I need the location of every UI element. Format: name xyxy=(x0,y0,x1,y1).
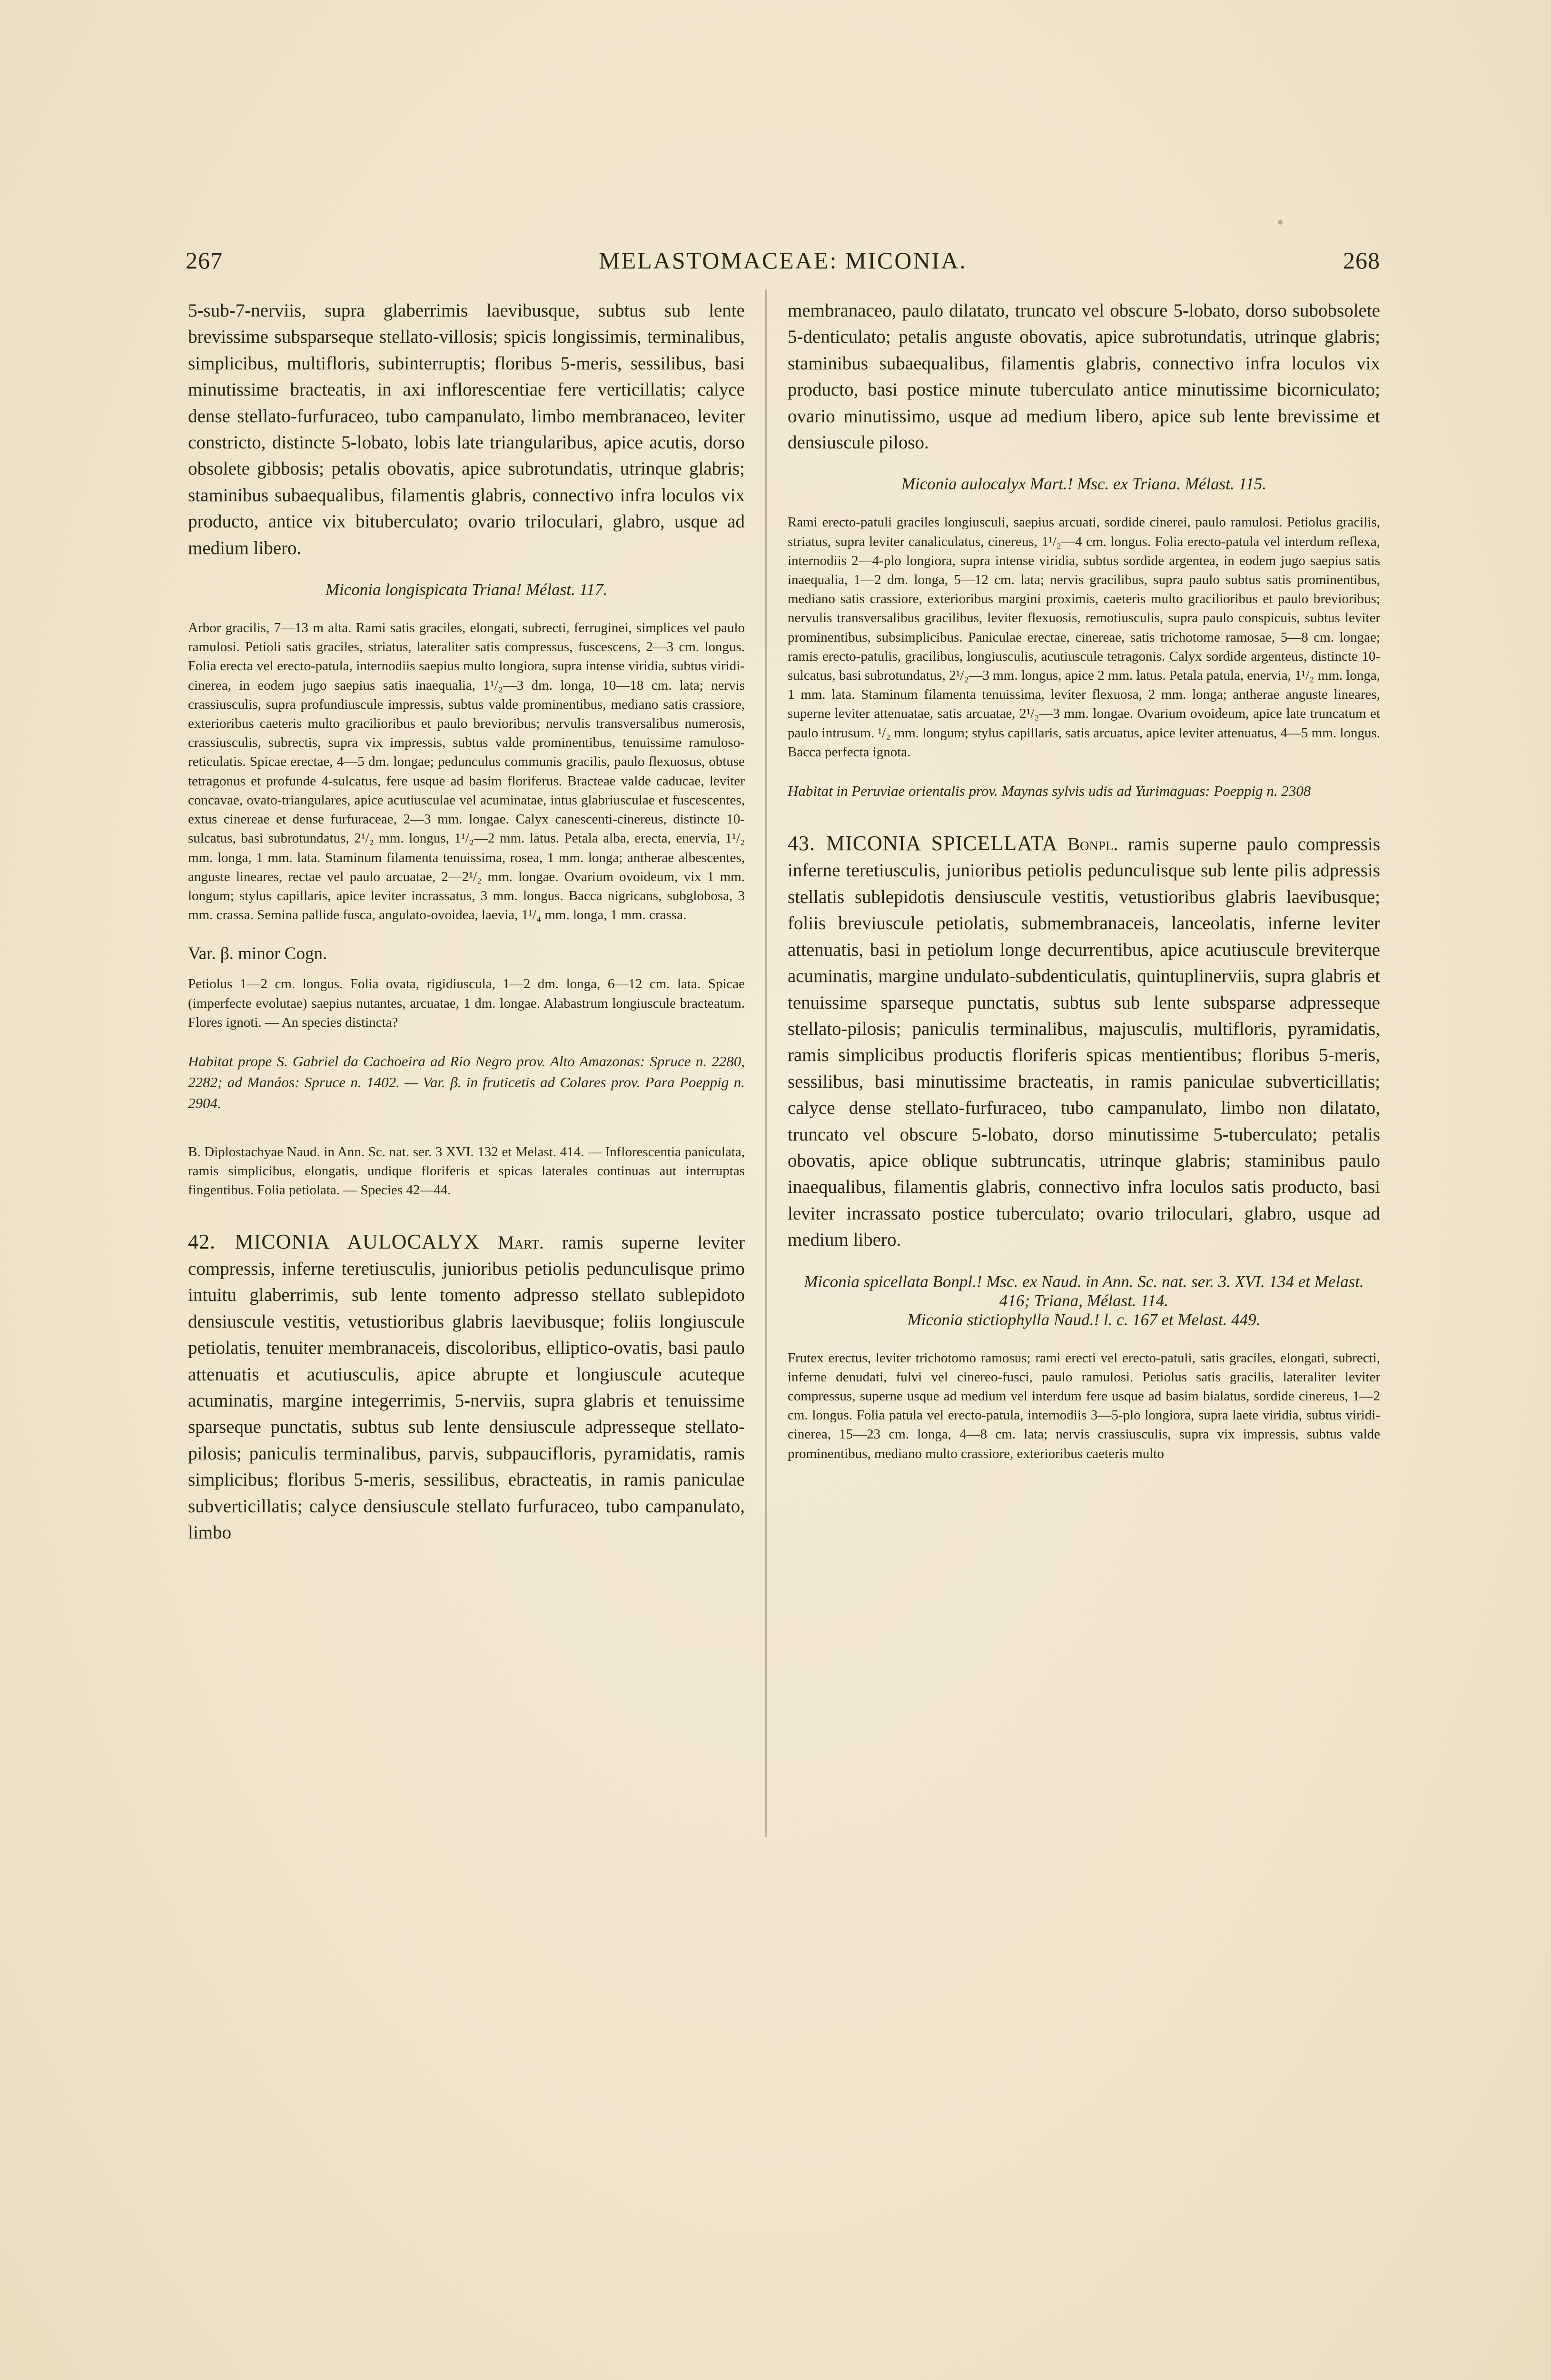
citation: Miconia spicellata Bonpl.! Msc. ex Naud. in Ann. Sc. nat. ser. 3. XVI. 134 et Melast. 416; Triana, Mélast. 114. xyxy=(804,1272,1364,1310)
variety-heading: Var. β. minor Cogn. xyxy=(188,944,327,964)
section-note: B. Diplostachyae Naud. in Ann. Sc. nat. ser. 3 XVI. 132 et Melast. 414. — Inflorescentia paniculata, ramis simplicibus, elongatis, undique floriferis et spicas laterales continuas aut interruptas fingentibus. Folia petiolata. — Species 42—44. xyxy=(188,1144,745,1198)
species-heading: 43. MICONIA SPICELLATA xyxy=(788,832,1058,855)
species-heading: 42. MICONIA AULOCALYX xyxy=(188,1230,480,1253)
page-number-right: 268 xyxy=(1343,247,1380,274)
left-column xyxy=(188,298,745,1546)
running-header xyxy=(186,247,1380,280)
species-43 xyxy=(788,830,1380,1253)
speck xyxy=(1278,220,1283,225)
synonym-citation: Miconia stictiophylla Naud.! l. c. 167 et Melast. 449. xyxy=(907,1310,1261,1329)
detailed-description: Frutex erectus, leviter trichotomo ramosus; rami erecti vel erecto-patuli, satis graciles, elongati, subrecti, inferne denudati, fulvi vel cinereo-fusci, paulo ramulosi. Petiolus satis gracilis, lateraliter leviter compressus, superne usque ad medium vel interdum fere usque ad basim bialatus, sordide cinereus, 1—2 cm. longus. Folia patula vel erecto-patula, internodiis 3—5-plo longiora, supra laete viridia, subtus viridi-cinerea, 15—23 cm. longa, 4—8 cm. lata; nervis crassiusculis, supra vix impressis, subtus valde prominentibus, mediano multo crassiore, exterioribus caeteris multo xyxy=(788,1350,1380,1461)
citation: Miconia aulocalyx Mart.! Msc. ex Triana. Mélast. 115. xyxy=(901,475,1267,494)
species-author: Bonpl. xyxy=(1067,834,1118,855)
running-title: MELASTOMACEAE: MICONIA. xyxy=(599,247,967,274)
page-number-left: 267 xyxy=(186,247,223,274)
detailed-description: Rami erecto-patuli graciles longiusculi, saepius arcuati, sordide cinerei, paulo ramulosi. Petiolus gracilis, striatus, supra leviter canaliculatus, cinereus, 1¹/₂—4 cm. longus. Folia erecto-patula vel interdum reflexa, internodiis 2—4-plo longiora, supra intense viridia, subtus sordide argentea, in eodem jugo saepius satis inaequalia, 1—2 dm. longa, 5—12 cm. lata; nervis gracilibus, supra paulo subtus satis prominentibus, mediano satis crassiore, exterioribus margini proximis, caeteris multo gracilioribus et paulo brevioribus; nervulis transversalibus gracilibus, leviter flexuosis, remotiusculis, supra paulo conspicuis, subtus leviter prominentibus, subsimplicibus. Paniculae erectae, cinereae, satis trichotome ramosae, 5—8 cm. longae; ramis erecto-patulis, gracilibus, longiusculis, acutiuscule tetragonis. Calyx sordide argenteus, distincte 10-sulcatus, basi subrotundatus, 2¹/₂—3 mm. longus, apice 2 mm. latus. Petala patula, enervia, 1¹/₂ mm. longa, 1 mm. lata. Staminum filamenta tenuissima, leviter flexuosa, 2 mm. longa; antherae anguste lineares, superne leviter attenuatae, satis arcuatae, 2¹/₂—3 mm. longae. Ovarium ovoideum, apice late truncatum et paulo intrusum. ¹/₂ mm. longum; stylus capillaris, satis arcuatus, apice leviter attenuatus, 4—5 mm. longus. Bacca perfecta ignota. xyxy=(788,515,1380,760)
detailed-description: Arbor gracilis, 7—13 m alta. Rami satis graciles, elongati, subrecti, ferruginei, simplices vel paulo ramulosi. Petioli satis graciles, striatus, lateraliter satis compressus, fuscescens, 2—3 cm. longus. Folia erecta vel erecto-patula, internodiis saepius multo longiora, supra intense viridia, subtus viridi-cinerea, in eodem jugo saepius satis inaequalia, 1¹/₂—3 dm. longa, 10—18 cm. lata; nervis crassiusculis, supra profundiuscule impressis, subtus valde prominentibus, mediano satis crassiore, exterioribus caeteris multo gracilioribus et paulo brevioribus; nervulis transversalibus numerosis, crassiusculis, subrectis, supra vix impressis, subtus valde prominentibus, tenuissime ramuloso-reticulatis. Spicae erectae, 4—5 dm. longae; pedunculus communis gracilis, paulo flexuosus, obtuse tetragonus et profunde 4-sulcatus, fere usque ad basim floriferus. Bracteae valde caducae, leviter concavae, ovato-triangulares, apice acutiusculae vel acuminatae, intus glabriusculae et fuscescentes, extus cinereae et dense furfuraceae, 2—3 mm. longae. Calyx canescenti-cinereus, distincte 10-sulcatus, basi subrotundatus, 2¹/₂ mm. longus, 1¹/₂—2 mm. latus. Petala alba, erecta, enervia, 1¹/₂ mm. longa, 1 mm. lata. Staminum filamenta tenuissima, rosea, 1 mm. longa; antherae albescentes, anguste lineares, rectae vel paulo arcuatae, 2—2¹/₂ mm. longae. Ovarium ovoideum, vix 1 mm. longum; stylus capillaris, apice leviter incrassatus, 3 mm. longus. Bacca nigricans, subglobosa, 3 mm. crassa. Semina pallide fusca, angulato-ovoidea, laevia, 1¹/₄ mm. longa, 1 mm. crassa. xyxy=(188,620,745,923)
citation: Miconia longispicata Triana! Mélast. 117. xyxy=(325,580,608,599)
species-author: Mart. xyxy=(497,1232,544,1253)
species-42 xyxy=(188,1229,745,1546)
description-continued: membranaceo, paulo dilatato, truncato vel obscure 5-lobato, dorso subobsolete 5-denticulato; petalis anguste obovatis, apice subrotundatis, utrinque glabris; staminibus subaequalibus, filamentis glabris, connectivo infra loculos vix producto, basi postice minute tuberculato antice minutissime bicorniculato; ovario minutissimo, usque ad medium libero, apice sub lente brevissime et densiuscule piloso. xyxy=(788,300,1380,453)
column-divider xyxy=(765,290,767,1837)
right-column xyxy=(788,298,1380,1463)
habitat: Habitat in Peruviae orientalis prov. Maynas sylvis udis ad Yurimaguas: Poeppig n. 2308 xyxy=(788,783,1311,800)
description-continued: 5-sub-7-nerviis, supra glaberrimis laevibusque, subtus sub lente brevissime subsparseque stellato-villosis; spicis longissimis, terminalibus, simplicibus, multifloris, subinterruptis; floribus 5-meris, sessilibus, basi minutissime bracteatis, in axi inflorescentiae fere verticillatis; calyce dense stellato-furfuraceo, tubo campanulato, limbo membranaceo, leviter constricto, distincte 5-lobato, lobis late triangularibus, apice acutis, dorso obsolete gibbosis; petalis obovatis, apice subrotundatis, utrinque glabris; staminibus subaequalibus, filamentis glabris, connectivo infra loculos vix producto, antice vix bituberculato; ovario triloculari, glabro, usque ad medium libero. xyxy=(188,300,745,558)
species-description: ramis superne leviter compressis, inferne teretiusculis, junioribus petiolis pedunculisque primo intuitu glaberrimis, sub lente tomento adpresso stellato sublepidoto densiuscule vestitis, vetustioribus glabris laevibusque; foliis longiuscule petiolatis, tenuiter membranaceis, discoloribus, elliptico-ovatis, basi paulo attenuatis et acutiusculis, apice abrupte et longiuscule acuteque acuminatis, margine integerrimis, 5-nerviis, supra glabris et tenuissime sparseque punctatis, subtus sub lente densiuscule adpresseque stellato-pilosis; paniculis terminalibus, parvis, subpaucifloris, pyramidatis, ramis simplicibus; floribus 5-meris, sessilibus, ebracteatis, in ramis paniculae subverticillatis; calyce densiuscule stellato furfuraceo, tubo campanulato, limbo xyxy=(188,1232,745,1543)
species-description: ramis superne paulo compressis inferne teretiusculis, junioribus petiolis pedunculisque sub lente pilis adpressis stellatis sublepidotis densiuscule vestitis, vetustioribus glabris laevibusque; foliis breviuscule petiolatis, submembranaceis, lanceolatis, inferne leviter attenuatis, basi in petiolum longe decurrentibus, apice acutiuscule breviterque acuminatis, margine undulato-subdenticulatis, quintuplinerviis, supra glabris et tenuissime sparseque punctatis, subtus sub lente subsparse adpresseque stellato-pilosis; paniculis terminalibus, majusculis, multifloris, pyramidatis, ramis simplicibus productis floriferis spicas mentientibus; floribus 5-meris, sessilibus, basi minutissime bracteatis, in ramis paniculae subverticillatis; calyce dense stellato-furfuraceo, tubo campanulato, limbo non dilatato, truncato vel obscure 5-lobato, dorso minutissime 5-tuberculato; petalis obovatis, apice oblique subtruncatis, utrinque glabris; staminibus paulo inaequalibus, filamentis glabris, connectivo infra loculos satis producto, basi leviter incrassato postice tuberculato; ovario triloculari, glabro, usque ad medium libero. xyxy=(788,834,1381,1250)
variety-description: Petiolus 1—2 cm. longus. Folia ovata, rigidiuscula, 1—2 dm. longa, 6—12 cm. lata. Spicae (imperfecte evolutae) saepius nutantes, arcuatae, 1 dm. longae. Alabastrum longiuscule bracteatum. Flores ignoti. — An species distincta? xyxy=(188,976,745,1030)
habitat: Habitat prope S. Gabriel da Cachoeira ad Rio Negro prov. Alto Amazonas: Spruce n. 2280, 2282; ad Manáos: Spruce n. 1402. — Var. β. in fruticetis ad Colares prov. Para Poeppig n. 2904. xyxy=(188,1052,745,1111)
